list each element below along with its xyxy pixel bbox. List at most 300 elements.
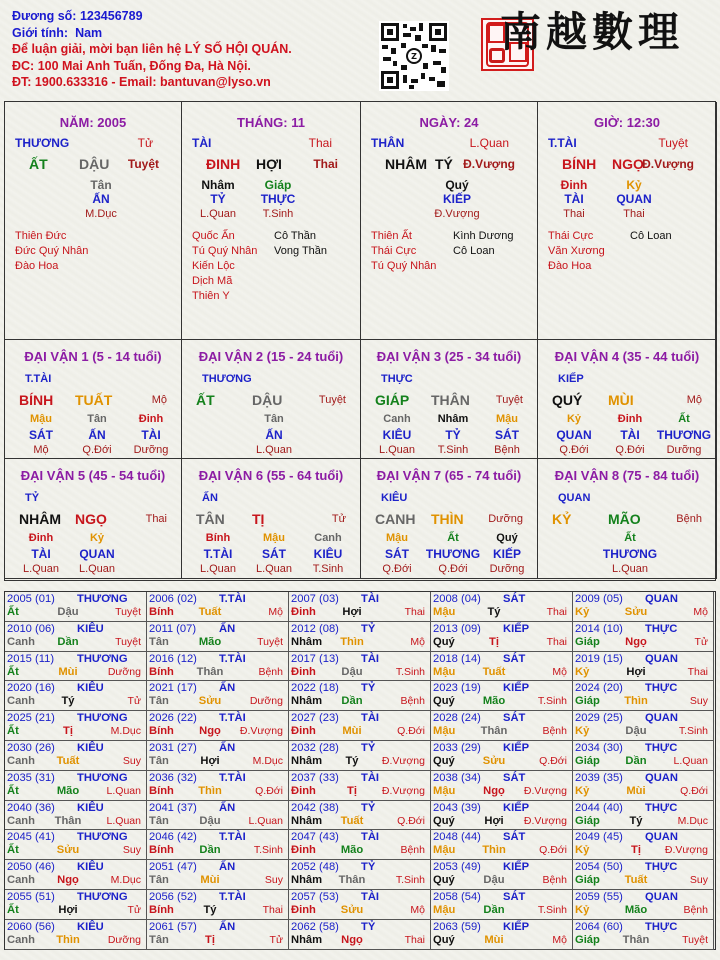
- hidden-stem: Tân: [87, 413, 107, 425]
- hidden-god: T.TÀI: [203, 547, 233, 561]
- year-label: 2044 (40): [575, 801, 623, 814]
- year-stem: Canh: [7, 635, 35, 648]
- year-status: Tuyệt: [682, 933, 708, 946]
- year-branch: Thìn: [56, 933, 80, 946]
- qr-code-icon: [379, 21, 449, 91]
- dai-van-title: ĐẠI VẬN 6 (55 - 64 tuổi): [198, 468, 344, 483]
- year-label: 2028 (24): [433, 712, 481, 725]
- year-status: Tuyệt: [115, 606, 141, 618]
- year-branch: Hợi: [484, 814, 504, 827]
- year-label: 2040 (36): [7, 801, 55, 814]
- year-stem: Quý: [433, 814, 455, 827]
- dai-van-cell: [361, 459, 538, 579]
- year-label: 2055 (51): [7, 891, 55, 903]
- year-cell: [573, 830, 714, 860]
- hidden-status: T.Sinh: [312, 563, 344, 575]
- year-status: Tử: [127, 695, 141, 708]
- year-branch: Tý: [629, 814, 643, 827]
- year-status: Tử: [269, 933, 283, 946]
- dai-van-stem: CANH: [375, 511, 416, 527]
- year-branch: Tý: [61, 695, 75, 708]
- hidden-stem: Quý: [496, 532, 518, 544]
- hidden-god: ẤN: [92, 192, 110, 206]
- year-cell: [5, 622, 147, 652]
- year-status: Bệnh: [400, 844, 425, 857]
- hidden-status: L.Quan: [78, 563, 116, 575]
- hidden-stem: Mậu: [496, 413, 518, 425]
- hidden-god: TỶ: [445, 428, 461, 442]
- hidden-status: L.Quan: [611, 563, 649, 575]
- year-status: Q.Đới: [539, 844, 567, 857]
- dai-van-branch: MÙI: [608, 392, 634, 408]
- year-stem: Bính: [149, 904, 174, 916]
- year-cell: [147, 711, 289, 741]
- special-star: Tú Quý Nhân: [192, 245, 258, 257]
- year-stem: Ất: [7, 606, 19, 618]
- dai-van-god: KIẾP: [558, 373, 584, 385]
- year-branch: Mùi: [484, 933, 504, 946]
- year-god: TÀI: [361, 771, 380, 784]
- hidden-stem: Đinh: [138, 413, 164, 425]
- year-label: 2032 (28): [291, 742, 339, 754]
- year-branch: Dần: [341, 695, 363, 708]
- hidden-stem: Đinh: [28, 532, 54, 544]
- year-god: THỰC: [645, 622, 678, 635]
- year-branch: Mùi: [200, 874, 220, 887]
- dai-van-title: ĐẠI VẬN 7 (65 - 74 tuổi): [376, 468, 522, 483]
- year-cell: [5, 890, 147, 920]
- year-label: 2011 (07): [149, 622, 197, 635]
- special-star: Văn Xương: [548, 245, 605, 257]
- hidden-stem: Mậu: [386, 532, 408, 544]
- year-stem: Giáp: [575, 814, 600, 827]
- hidden-god: TỶ: [210, 192, 226, 206]
- year-status: Mộ: [268, 606, 283, 618]
- year-status: Mộ: [552, 933, 567, 946]
- year-label: 2037 (33): [291, 771, 339, 784]
- year-cell: [573, 860, 714, 890]
- year-label: 2064 (60): [575, 920, 623, 933]
- dai-van-title: ĐẠI VẬN 4 (35 - 44 tuổi): [554, 349, 700, 364]
- year-stem: Tân: [149, 933, 169, 946]
- year-cell: [289, 920, 431, 950]
- year-label: 2062 (58): [291, 920, 339, 933]
- year-god: TỶ: [361, 920, 376, 933]
- year-status: M.Dục: [677, 814, 708, 827]
- year-branch: Hợi: [626, 665, 646, 678]
- year-cell: [5, 920, 147, 950]
- year-stem: Quý: [433, 695, 455, 708]
- year-label: 2033 (29): [433, 742, 481, 754]
- year-god: TÀI: [361, 652, 380, 665]
- year-branch: Mão: [624, 904, 648, 916]
- year-branch: Mão: [340, 844, 364, 857]
- dai-van-god: THỰC: [381, 373, 413, 385]
- hidden-god: SÁT: [29, 428, 53, 442]
- hidden-status: Bệnh: [494, 444, 520, 456]
- year-stem: Mậu: [433, 725, 456, 738]
- year-branch: Tuất: [624, 874, 648, 887]
- year-branch: Tý: [345, 755, 359, 767]
- year-branch: Hợi: [342, 606, 362, 618]
- year-status: L.Quan: [106, 784, 141, 797]
- dai-van-cell: [361, 340, 538, 459]
- year-stem: Tân: [149, 814, 169, 827]
- year-label: 2057 (53): [291, 891, 339, 903]
- year-label: 2046 (42): [149, 831, 197, 844]
- year-status: Mộ: [410, 904, 425, 916]
- year-branch: Sửu: [624, 606, 648, 618]
- svg-text:Z: Z: [411, 52, 417, 61]
- year-cell: [289, 771, 431, 801]
- year-status: Suy: [264, 874, 283, 887]
- year-label: 2010 (06): [7, 622, 55, 635]
- year-cell: [5, 681, 147, 711]
- special-star: Cô Loan: [453, 245, 495, 257]
- year-cell: [147, 741, 289, 771]
- pillar-god-left: THƯƠNG: [15, 136, 70, 150]
- year-stem: Kỷ: [575, 904, 590, 916]
- id-label: Đương số:: [12, 9, 77, 23]
- hidden-stem: Tân: [264, 413, 284, 425]
- hidden-status: Q.Đới: [438, 563, 468, 575]
- hidden-god: SÁT: [385, 547, 409, 561]
- special-star: Thái Cực: [371, 245, 417, 257]
- year-status: Đ.Vượng: [381, 784, 425, 797]
- pillar-god-left: THÂN: [371, 136, 405, 150]
- year-god: THƯƠNG: [77, 712, 128, 725]
- year-branch: Sửu: [56, 844, 80, 857]
- year-stem: Đinh: [291, 665, 316, 678]
- year-stem: Canh: [7, 695, 35, 708]
- year-status: Bệnh: [542, 725, 567, 738]
- dai-van-cell: [538, 459, 717, 579]
- year-status: M.Dục: [110, 725, 141, 738]
- pillar-god-right: Thai: [308, 136, 332, 150]
- year-god: QUAN: [645, 831, 678, 844]
- special-star: Đức Quý Nhân: [15, 245, 89, 257]
- dai-van-status: Tuyệt: [495, 394, 523, 406]
- dai-van-status: Tử: [331, 513, 346, 525]
- hidden-status: Q.Đới: [382, 563, 412, 575]
- year-label: 2030 (26): [7, 742, 55, 754]
- dai-van-god: QUAN: [558, 492, 591, 504]
- year-label: 2022 (18): [291, 682, 339, 695]
- year-branch: Dậu: [341, 665, 363, 678]
- year-status: Thai: [546, 635, 567, 648]
- pillar-title: NGÀY: 24: [419, 115, 479, 130]
- year-god: TÀI: [361, 831, 380, 844]
- year-label: 2020 (16): [7, 682, 55, 695]
- hidden-god: ẤN: [265, 428, 283, 442]
- year-branch: Tị: [347, 784, 357, 797]
- year-god: THƯƠNG: [77, 652, 128, 665]
- hidden-stem: Bính: [205, 532, 231, 544]
- annual-cycle-table: [4, 591, 716, 950]
- year-label: 2017 (13): [291, 652, 339, 665]
- dai-van-cell: [5, 340, 182, 459]
- year-status: Đ.Vượng: [381, 755, 425, 767]
- dai-van-title: ĐẠI VẬN 3 (25 - 34 tuổi): [376, 349, 522, 364]
- year-status: Dưỡng: [107, 933, 141, 946]
- hidden-god: THƯƠNG: [656, 428, 712, 442]
- pillar-god-right: Tử: [137, 136, 153, 150]
- hidden-status: L.Quan: [255, 563, 293, 575]
- hidden-status: Đ.Vượng: [434, 208, 480, 220]
- year-stem: Canh: [7, 933, 35, 946]
- year-label: 2016 (12): [149, 652, 197, 665]
- hidden-status: L.Quan: [378, 444, 416, 456]
- dai-van-branch: TỊ: [252, 511, 265, 527]
- year-label: 2013 (09): [433, 622, 481, 635]
- year-god: THƯƠNG: [77, 891, 128, 903]
- year-god: TÀI: [361, 593, 380, 605]
- year-stem: Tân: [149, 635, 169, 648]
- hidden-god: THỰC: [260, 192, 296, 206]
- year-status: T.Sinh: [537, 904, 567, 916]
- year-branch: Tị: [631, 844, 641, 857]
- year-label: 2027 (23): [291, 712, 339, 725]
- year-god: QUAN: [645, 593, 678, 605]
- year-god: SÁT: [503, 652, 526, 665]
- pillar-branch: HỢI: [256, 156, 282, 172]
- dai-van-cell: [182, 340, 361, 459]
- year-cell: [431, 801, 573, 831]
- year-status: Tử: [694, 635, 708, 648]
- dai-van-branch: MÃO: [608, 511, 641, 527]
- year-god: KIÊU: [77, 622, 104, 635]
- pillar-cell: [538, 102, 717, 340]
- year-stem: Đinh: [291, 606, 316, 618]
- hidden-status: Thai: [623, 208, 645, 220]
- year-cell: [573, 592, 714, 622]
- year-cell: [431, 890, 573, 920]
- year-cell: [147, 652, 289, 682]
- pillar-branch: NGỌ: [612, 156, 644, 172]
- year-stem: Giáp: [575, 874, 600, 887]
- year-cell: [431, 592, 573, 622]
- hidden-stem: Nhâm: [437, 413, 469, 425]
- year-cell: [147, 801, 289, 831]
- hidden-god: THƯƠNG: [602, 547, 658, 561]
- year-stem: Bính: [149, 844, 174, 857]
- year-label: 2041 (37): [149, 801, 197, 814]
- year-label: 2043 (39): [433, 801, 481, 814]
- year-label: 2056 (52): [149, 891, 197, 903]
- dai-van-god: THƯƠNG: [202, 373, 252, 385]
- dai-van-god: T.TÀI: [25, 373, 52, 385]
- year-label: 2039 (35): [575, 771, 623, 784]
- pillar-god-left: T.TÀI: [548, 136, 577, 150]
- hidden-stem: Kỷ: [566, 413, 582, 425]
- year-stem: Mậu: [433, 606, 456, 618]
- year-god: SÁT: [503, 831, 526, 844]
- year-label: 2006 (02): [149, 593, 197, 605]
- year-status: Bệnh: [683, 904, 708, 916]
- hidden-status: Dưỡng: [666, 444, 702, 456]
- year-god: KIÊU: [77, 682, 104, 695]
- hidden-god: SÁT: [262, 547, 286, 561]
- year-god: T.TÀI: [219, 652, 246, 665]
- year-god: KIẾP: [503, 801, 530, 814]
- year-branch: Hợi: [58, 904, 78, 916]
- year-branch: Dần: [199, 844, 221, 857]
- year-god: THỰC: [645, 801, 678, 814]
- year-branch: Tý: [203, 904, 217, 916]
- hidden-stem: Quý: [445, 178, 469, 192]
- year-cell: [431, 622, 573, 652]
- year-label: 2034 (30): [575, 742, 623, 754]
- year-status: Mộ: [693, 606, 708, 618]
- year-cell: [573, 622, 714, 652]
- hidden-god: KIÊU: [382, 428, 412, 442]
- year-status: Đ.Vượng: [523, 784, 567, 797]
- year-label: 2007 (03): [291, 593, 339, 605]
- year-god: ẤN: [219, 682, 236, 695]
- year-god: T.TÀI: [219, 891, 246, 903]
- year-cell: [147, 860, 289, 890]
- year-branch: Dậu: [625, 725, 647, 738]
- special-star: Kình Dương: [453, 230, 514, 242]
- year-status: Mộ: [410, 635, 425, 648]
- dai-van-title: ĐẠI VẬN 1 (5 - 14 tuổi): [24, 349, 162, 364]
- year-branch: Tuất: [340, 814, 364, 827]
- year-stem: Đinh: [291, 904, 316, 916]
- year-cell: [5, 592, 147, 622]
- year-god: KIÊU: [77, 861, 104, 874]
- year-stem: Canh: [7, 814, 35, 827]
- special-star: Cô Thần: [274, 230, 316, 242]
- dai-van-stem: NHÂM: [19, 511, 61, 527]
- year-branch: Thân: [338, 874, 366, 887]
- pillar-status: Đ.Vượng: [463, 157, 515, 171]
- year-label: 2049 (45): [575, 831, 623, 844]
- year-cell: [5, 860, 147, 890]
- hidden-status: L.Quan: [255, 444, 293, 456]
- year-cell: [573, 890, 714, 920]
- year-label: 2059 (55): [575, 891, 623, 903]
- year-label: 2035 (31): [7, 771, 55, 784]
- year-god: QUAN: [645, 652, 678, 665]
- year-god: TỶ: [361, 682, 376, 695]
- year-god: KIẾP: [503, 742, 530, 754]
- pillar-title: NĂM: 2005: [59, 115, 127, 130]
- year-cell: [147, 920, 289, 950]
- pillar-cell: [5, 102, 182, 340]
- year-cell: [289, 860, 431, 890]
- year-god: QUAN: [645, 891, 678, 903]
- pillar-title: THÁNG: 11: [237, 115, 305, 130]
- hidden-status: Q.Đới: [559, 444, 589, 456]
- year-label: 2051 (47): [149, 861, 197, 874]
- special-star: Đào Hoa: [15, 260, 59, 272]
- year-stem: Nhâm: [291, 814, 323, 827]
- hidden-status: Q.Đới: [82, 444, 112, 456]
- dai-van-branch: DẬU: [252, 392, 283, 408]
- year-label: 2012 (08): [291, 622, 339, 635]
- year-cell: [289, 711, 431, 741]
- dai-van-cell: [538, 340, 717, 459]
- year-branch: Ngọ: [341, 933, 363, 946]
- year-cell: [289, 741, 431, 771]
- year-status: Q.Đới: [397, 725, 425, 738]
- id-value: 123456789: [79, 9, 143, 23]
- dai-van-stem: ẤT: [196, 392, 215, 408]
- year-god: TÀI: [361, 891, 380, 903]
- year-stem: Đinh: [291, 784, 316, 797]
- year-stem: Tân: [149, 874, 169, 887]
- year-god: THƯƠNG: [77, 593, 128, 605]
- year-status: Bệnh: [542, 874, 567, 887]
- dai-van-stem: GIÁP: [375, 392, 410, 408]
- year-branch: Dậu: [199, 814, 221, 827]
- pillar-stem: ẤT: [29, 156, 48, 172]
- hidden-status: T.Sinh: [437, 444, 469, 456]
- year-branch: Mão: [482, 695, 506, 708]
- year-god: ẤN: [219, 801, 236, 814]
- year-status: L.Quan: [248, 814, 283, 827]
- year-label: 2053 (49): [433, 861, 481, 874]
- year-label: 2021 (17): [149, 682, 197, 695]
- pillar-branch: TÝ: [435, 156, 453, 172]
- year-branch: Mùi: [626, 784, 646, 797]
- year-status: Suy: [689, 695, 708, 708]
- year-branch: Dần: [625, 755, 647, 767]
- hidden-god: TÀI: [620, 428, 640, 442]
- year-status: L.Quan: [673, 755, 708, 767]
- year-label: 2045 (41): [7, 831, 55, 844]
- special-star: Thiên Đức: [15, 230, 67, 242]
- dai-van-branch: TUẤT: [75, 392, 113, 408]
- year-branch: Dậu: [57, 606, 79, 618]
- year-status: Thai: [262, 904, 283, 916]
- year-status: Thai: [404, 933, 425, 946]
- year-branch: Mùi: [58, 665, 78, 678]
- year-cell: [289, 681, 431, 711]
- year-branch: Tị: [489, 635, 499, 648]
- dai-van-branch: NGỌ: [75, 511, 107, 527]
- year-god: KIẾP: [503, 861, 530, 874]
- year-god: KIẾP: [503, 682, 530, 695]
- year-label: 2019 (15): [575, 652, 623, 665]
- year-status: T.Sinh: [395, 874, 425, 887]
- year-status: Q.Đới: [539, 755, 567, 767]
- year-god: THƯƠNG: [77, 831, 128, 844]
- year-status: Suy: [122, 844, 141, 857]
- year-stem: Bính: [149, 725, 174, 738]
- year-branch: Thìn: [198, 784, 222, 797]
- hidden-stem: Ất: [624, 532, 636, 544]
- dai-van-stem: QUÝ: [552, 392, 583, 408]
- year-god: KIÊU: [77, 920, 104, 933]
- year-status: Q.Đới: [680, 784, 708, 797]
- year-god: KIÊU: [77, 742, 104, 754]
- year-god: THỰC: [645, 920, 678, 933]
- brand-title: 南越數理: [500, 8, 684, 56]
- year-stem: Nhâm: [291, 874, 323, 887]
- hidden-god: QUAN: [616, 192, 652, 206]
- year-cell: [289, 830, 431, 860]
- year-status: Mộ: [552, 665, 567, 678]
- year-stem: Nhâm: [291, 635, 323, 648]
- dai-van-branch: THÌN: [431, 511, 464, 527]
- year-god: QUAN: [645, 771, 678, 784]
- dai-van-stem: BÍNH: [19, 392, 54, 408]
- year-stem: Quý: [433, 874, 455, 887]
- special-star: Thiên Y: [192, 290, 230, 302]
- year-label: 2024 (20): [575, 682, 623, 695]
- dai-van-stem: KỶ: [552, 511, 572, 527]
